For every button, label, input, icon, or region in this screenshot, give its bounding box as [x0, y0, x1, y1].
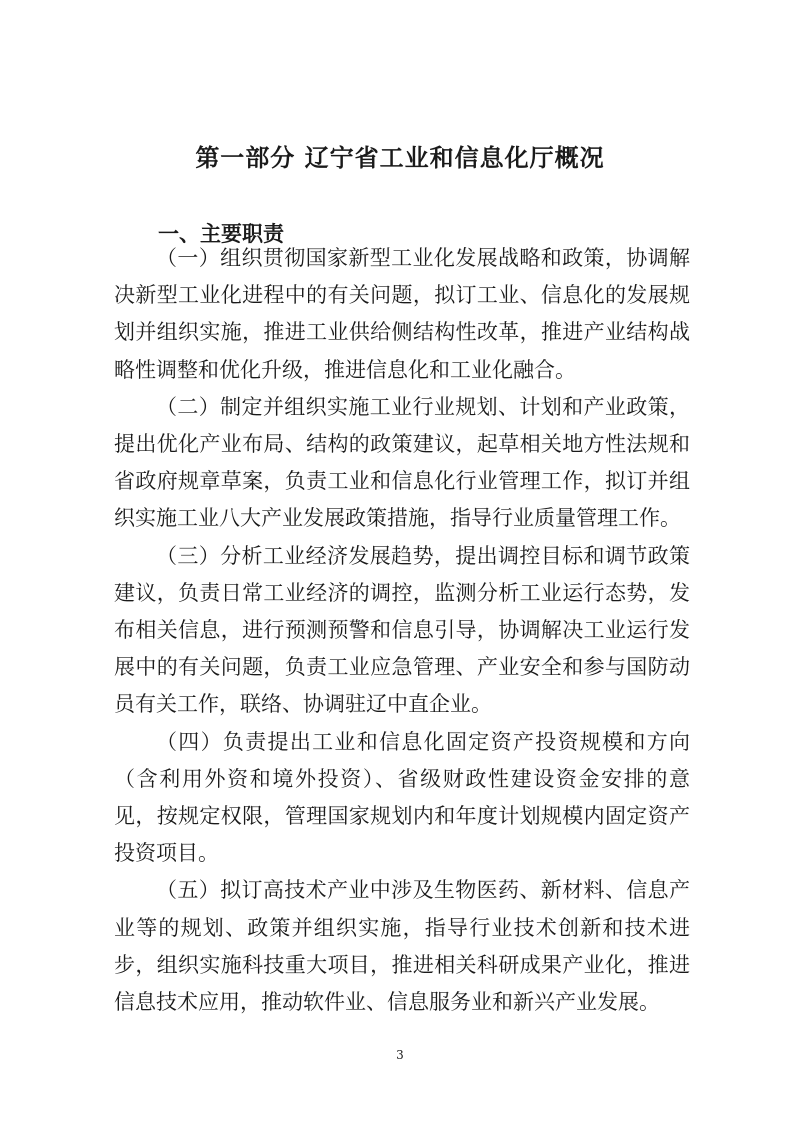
paragraph-4: （四）负责提出工业和信息化固定资产投资规模和方向（含利用外资和境外投资）、省级财政性建设资金安排的意见，按规定权限，管理国家规划内和年度计划规模内固定资产投资项目。	[114, 729, 690, 866]
paragraph-5: （五）拟订高技术产业中涉及生物医药、新材料、信息产业等的规划、政策并组织实施，指导行业技术创新和技术进步，组织实施科技重大项目，推进相关科研成果产业化，推进信息技术应用，推动软件业、信息服务业和新兴产业发展。	[114, 878, 690, 1015]
paragraph-1: （一）组织贯彻国家新型工业化发展战略和政策，协调解决新型工业化进程中的有关问题，拟订工业、信息化的发展规划并组织实施，推进工业供给侧结构性改革，推进产业结构战略性调整和优化升级，推进信息化和工业化融合。	[114, 246, 690, 382]
paragraph-2: （二）制定并组织实施工业行业规划、计划和产业政策，提出优化产业布局、结构的政策建议，起草相关地方性法规和省政府规章草案，负责工业和信息化行业管理工作，拟订并组织实施工业八大产业发展政策措施，指导行业质量管理工作。	[114, 394, 690, 531]
section-heading: 一、主要职责	[158, 222, 284, 246]
page-number: 3	[396, 1048, 404, 1062]
body-text	[114, 240, 690, 1021]
page-title: 第一部分 辽宁省工业和信息化厅概况	[195, 144, 605, 172]
paragraph-3: （三）分析工业经济发展趋势，提出调控目标和调节政策建议，负责日常工业经济的调控，监测分析工业运行态势，发布相关信息，进行预测预警和信息引导，协调解决工业运行发展中的有关问题，负责工业应急管理、产业安全和参与国防动员有关工作，联络、协调驻辽中直企业。	[114, 543, 690, 717]
